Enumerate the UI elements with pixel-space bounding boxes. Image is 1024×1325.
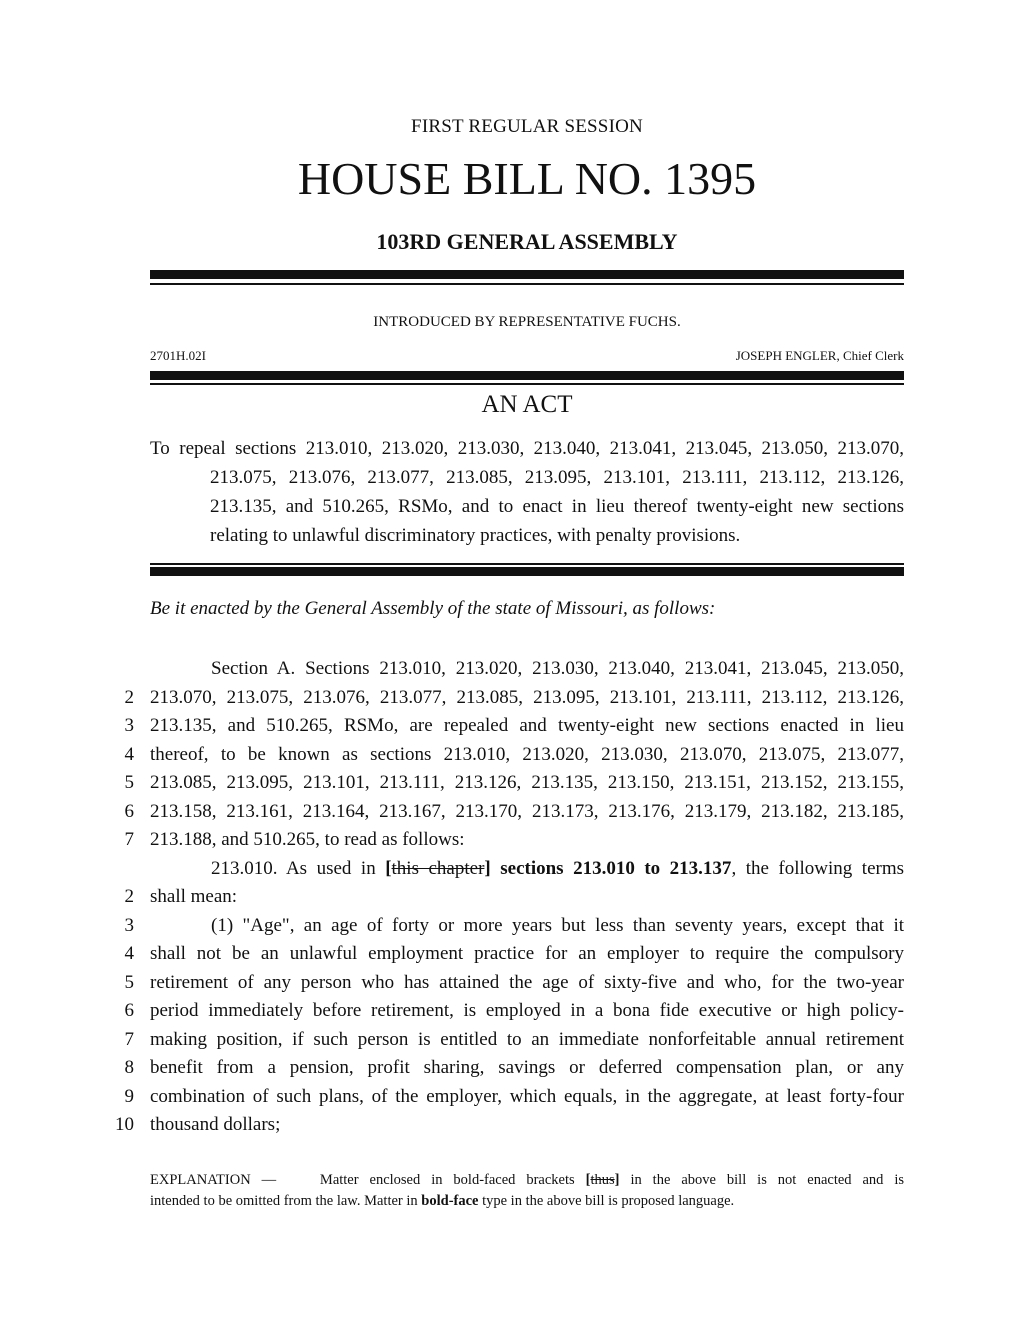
body-line (0, 997, 1024, 1026)
introduced-by: INTRODUCED BY REPRESENTATIVE FUCHS. (373, 314, 681, 330)
explanation-text: intended to be omitted from the law. Matter in (150, 1193, 418, 1209)
body-line (0, 1054, 1024, 1083)
body-line (0, 883, 1024, 912)
line-number: 6 (124, 1000, 134, 1021)
explanation-text: in the above bill is not enacted and is (630, 1172, 905, 1188)
bill-number-title: HOUSE BILL NO. 1395 (297, 153, 757, 204)
line-text: 213.135, and 510.265, RSMo, are repealed and twenty-eight new sections enacted in lieu (150, 715, 904, 736)
line-number: 5 (124, 772, 134, 793)
open-bracket: [ (385, 857, 392, 879)
explanation-text: Matter enclosed in bold-faced brackets (319, 1172, 575, 1188)
line-text: (1) "Age", an age of forty or more years but less than seventy years, except that it (211, 914, 904, 936)
line-number: 9 (124, 1085, 134, 1107)
line-text: thereof, to be known as sections 213.010, 213.020, 213.030, 213.070, 213.075, 213.077, (150, 743, 904, 765)
section-prefix: 213.010. As used in (211, 857, 386, 879)
inserted-text: sections 213.010 to 213.137 (500, 857, 732, 879)
line-text: period immediately before retirement, is employed in a bona fide executive or high policy- (150, 1000, 904, 1021)
line-number: 7 (124, 829, 134, 850)
enacting-clause: Be it enacted by the General Assembly of the state of Missouri, as follows: (150, 598, 716, 619)
act-title-line: relating to unlawful discriminatory practices, with penalty provisions. (210, 525, 741, 546)
header-rule-thin (150, 283, 904, 285)
act-title-line: 213.075, 213.076, 213.077, 213.085, 213.095, 213.101, 213.111, 213.112, 213.126, (210, 467, 904, 488)
header-rule-thick (150, 270, 904, 279)
line-number: 10 (115, 1114, 134, 1135)
line-number: 4 (124, 743, 134, 765)
line-text: thousand dollars; (150, 1114, 281, 1135)
line-number: 2 (124, 686, 134, 708)
act-title-line: To repeal sections 213.010, 213.020, 213.030, 213.040, 213.041, 213.045, 213.050, 213.070, (150, 438, 904, 459)
body-line (0, 1111, 1024, 1140)
section-suffix: , the following terms (731, 857, 905, 879)
line-text: retirement of any person who has attained the age of sixty-five and who, for the two-year (150, 971, 904, 993)
line-text: benefit from a pension, profit sharing, savings or deferred compensation plan, or any (150, 1057, 904, 1078)
explanation-footnote (150, 1170, 904, 1212)
line-number: 5 (124, 971, 134, 993)
line-number: 2 (124, 886, 134, 907)
an-act-heading: AN ACT (481, 391, 573, 418)
body-line (0, 655, 1024, 684)
body-line (0, 684, 1024, 713)
body-line (0, 798, 1024, 827)
line-text: making position, if such person is entitled to an immediate nonforfeitable annual retirement (150, 1028, 904, 1050)
body-line (0, 940, 1024, 969)
close-bracket: ] (614, 1172, 620, 1188)
line-text: Section A. Sections 213.010, 213.020, 213.030, 213.040, 213.041, 213.045, 213.050, (211, 658, 904, 679)
body-line (0, 1083, 1024, 1112)
line-text: 213.158, 213.161, 213.164, 213.167, 213.170, 213.173, 213.176, 213.179, 213.182, 213.185, (150, 800, 904, 822)
body-line (0, 1026, 1024, 1055)
line-text (211, 855, 904, 884)
explanation-line (150, 1191, 904, 1212)
act-rule-thick (150, 371, 904, 380)
document-id: 2701H.02I (150, 348, 206, 363)
explanation-label: EXPLANATION — (150, 1172, 277, 1188)
line-text: combination of such plans, of the employer, which equals, in the aggregate, at least forty-four (150, 1085, 904, 1107)
act-title (150, 434, 904, 550)
body-line (0, 855, 1024, 884)
deleted-text: this chapter (391, 857, 485, 879)
line-text: shall not be an unlawful employment practice for an employer to require the compulsory (150, 943, 904, 964)
body-line (0, 741, 1024, 770)
act-title-line: 213.135, and 510.265, RSMo, and to enact in lieu thereof twenty-eight new sections (210, 496, 904, 517)
explanation-text: type in the above bill is proposed language. (482, 1193, 735, 1209)
explanation-line (150, 1170, 904, 1191)
body-line (0, 826, 1024, 855)
body-line (0, 912, 1024, 941)
body-line (0, 969, 1024, 998)
bill-body (0, 655, 1024, 1140)
line-text: 213.070, 213.075, 213.076, 213.077, 213.085, 213.095, 213.101, 213.111, 213.112, 213.126, (150, 686, 904, 708)
bold-face-example: bold-face (421, 1193, 479, 1209)
line-number: 3 (124, 715, 134, 736)
line-text: 213.188, and 510.265, to read as follows: (150, 829, 465, 850)
general-assembly-label: 103RD GENERAL ASSEMBLY (376, 229, 678, 254)
body-line (0, 769, 1024, 798)
line-text: 213.085, 213.095, 213.101, 213.111, 213.126, 213.135, 213.150, 213.151, 213.152, 213.155, (150, 772, 904, 793)
close-bracket: ] (484, 857, 491, 879)
title-rule-thin (150, 563, 904, 565)
deleted-example: thus (590, 1172, 615, 1188)
line-number: 4 (124, 943, 134, 964)
line-number: 3 (124, 914, 134, 936)
chief-clerk: JOSEPH ENGLER, Chief Clerk (735, 348, 904, 363)
line-text: shall mean: (150, 886, 238, 907)
session-label: FIRST REGULAR SESSION (411, 116, 643, 137)
line-number: 8 (124, 1057, 134, 1078)
body-line (0, 712, 1024, 741)
act-rule-thin (150, 383, 904, 385)
line-number: 7 (124, 1028, 134, 1050)
open-bracket: [ (585, 1172, 591, 1188)
line-number: 6 (124, 800, 134, 822)
title-rule-thick (150, 567, 904, 576)
